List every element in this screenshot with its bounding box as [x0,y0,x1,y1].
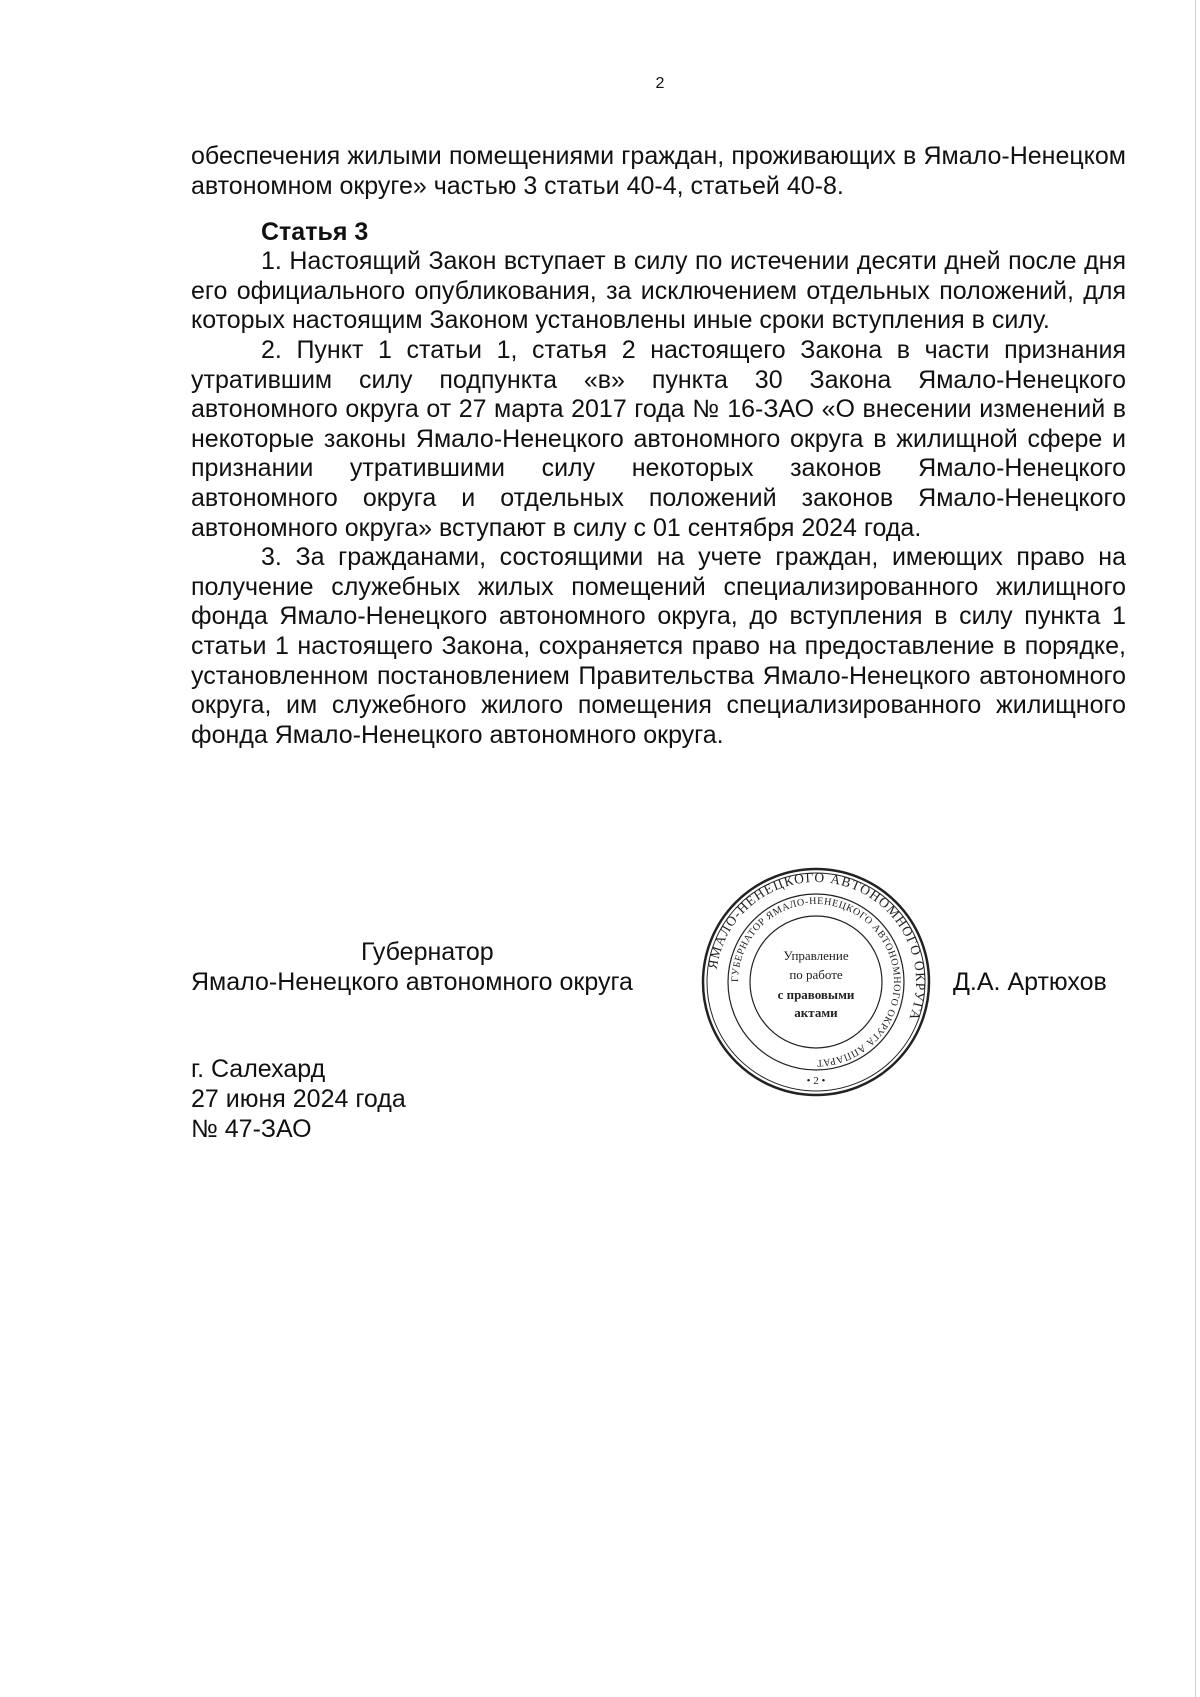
seal-number: • 2 • [806,1075,826,1087]
page-number: 2 [655,75,665,92]
article-heading: Статья 3 [261,218,369,247]
paragraph-1: 1. Настоящий Закон вступает в силу по истечении десяти дней после дня его официального опубликования, за исключением отдельных положений, для которых настоящим Законом установлены иные сроки вступления в силу. [191,247,1126,335]
footer-law-number: № 47-ЗАО [191,1115,312,1143]
signer-position: Губернатор [361,938,494,966]
footer-city: г. Салехард [191,1055,326,1083]
official-seal [700,866,932,1098]
document-footer [191,1054,406,1144]
seal-center-line-3: с правовыми [777,987,855,1002]
signer-region: Ямало-Ненецкого автономного округа [191,968,633,996]
seal-outer-text: ЯМАЛО-НЕНЕЦКОГО АВТОНОМНОГО ОКРУГА [704,869,929,1024]
seal-center-line-4: актами [794,1005,838,1020]
seal-inner-text: ГУБЕРНАТОР ЯМАЛО-НЕНЕЦКОГО АВТОНОМНОГО ОКРУГА АППАРАТ [729,895,903,1069]
paragraph-3: 3. За гражданами, состоящими на учете граждан, имеющих право на получение служебных жилых помещений специализированного жилищного фонда Ямало-Ненецкого автономного округа, до вступления в силу пункта 1 статьи 1 настоящего Закона, сохраняется право на предоставление в порядке, установленном постановлением Правительства Ямало-Ненецкого автономного округа, им служебного жилого помещения специализированного жилищного фонда Ямало-Ненецкого автономного округа. [191,543,1126,749]
seal-center-line-1: Управление [783,948,849,963]
document-body [191,142,1126,750]
page-edge-line [1195,0,1196,1697]
continuation-paragraph: обеспечения жилыми помещениями граждан, проживающих в Ямало-Ненецком автономном округе» частью 3 статьи 40-4, статьей 40-8. [191,142,1126,200]
signature-block [191,937,671,997]
paragraph-2: 2. Пункт 1 статьи 1, статья 2 настоящего Закона в части признания утратившим силу подпункта «в» пункта 30 Закона Ямало-Ненецкого автономного округа от 27 марта 2017 года № 16-ЗАО «О внесении изменений в некоторые законы Ямало-Ненецкого автономного округа в жилищной сфере и признании утратившими силу некоторых законов Ямало-Ненецкого автономного округа и отдельных положений законов Ямало-Ненецкого автономного округа» вступают в силу с 01 сентября 2024 года. [191,335,1126,542]
seal-center-line-2: по работе [789,967,843,982]
signer-name: Д.А. Артюхов [953,968,1107,996]
footer-date: 27 июня 2024 года [191,1085,406,1113]
